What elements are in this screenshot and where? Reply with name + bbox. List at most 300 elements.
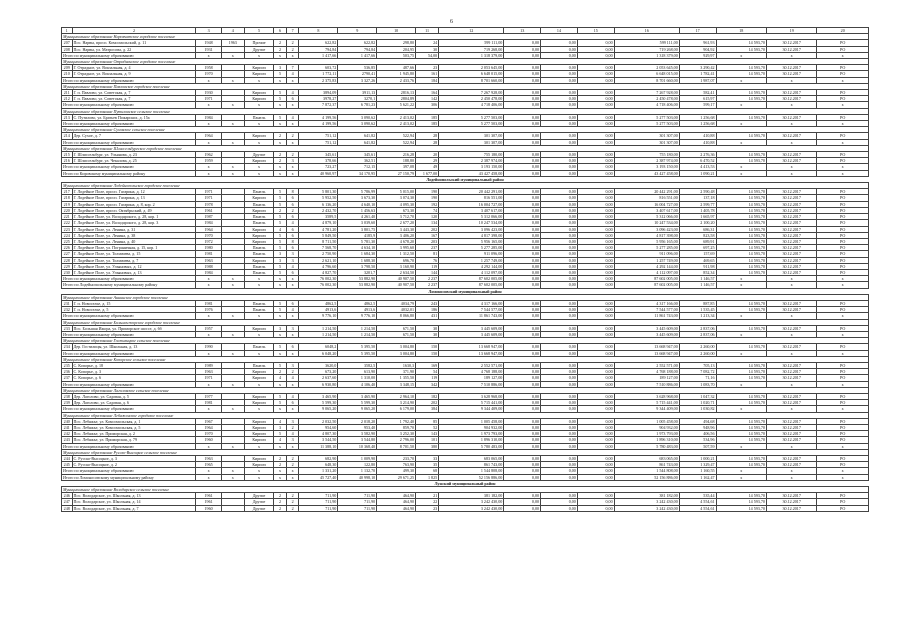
- table-cell: 246: [62, 493, 73, 499]
- total-label: Итого по муниципальному образованию: [62, 139, 196, 145]
- table-cell: 1963: [196, 369, 221, 375]
- table-cell: С. Копорье, д. 3: [72, 369, 196, 375]
- table-cell: 1 684,30: [338, 251, 377, 257]
- table-cell: 1 000,21: [679, 456, 716, 462]
- total-cell: 0,00: [577, 331, 614, 337]
- table-cell: 0,00: [577, 152, 614, 158]
- table-cell: 0,00: [577, 425, 614, 431]
- district-title: Лужский муниципальный район: [62, 480, 869, 486]
- total-cell: 1 544 808,00: [439, 468, 504, 474]
- total-cell: 301 307,00: [439, 139, 504, 145]
- table-cell: 14 593,70: [716, 65, 766, 71]
- table-cell: Г. Лодейное Поле, просп. Гагарина, д. 8, кор. 2: [72, 201, 196, 207]
- table-cell: 0,00: [504, 425, 541, 431]
- table-cell: 245: [62, 462, 73, 468]
- total-label: Итого по муниципальному образованию: [62, 52, 196, 58]
- table-cell: 219: [62, 201, 73, 207]
- table-cell: 122,80: [338, 462, 377, 468]
- total-cell: 1 162,47: [679, 474, 716, 480]
- table-cell: Панель: [244, 263, 273, 269]
- total-cell: 10 368,40: [338, 443, 377, 449]
- total-cell: x: [817, 313, 869, 319]
- table-cell: [221, 505, 244, 511]
- total-cell: 1 417,66: [338, 52, 377, 58]
- table-cell: Другие: [244, 505, 273, 511]
- table-cell: 0,00: [541, 393, 578, 399]
- total-cell: 11 861 743,00: [439, 313, 504, 319]
- table-cell: 711,90: [338, 505, 377, 511]
- table-cell: 1959: [196, 158, 221, 164]
- table-cell: 1970: [196, 71, 221, 77]
- table-cell: 222: [62, 220, 73, 226]
- table-cell: 1990: [196, 344, 221, 350]
- column-number: 7: [286, 28, 299, 34]
- table-cell: 816 551,00: [614, 195, 679, 201]
- table-cell: 30.12.2017: [766, 96, 816, 102]
- table-cell: 0,00: [577, 251, 614, 257]
- total-cell: x: [221, 313, 244, 319]
- total-cell: 3 445 609,00: [614, 331, 679, 337]
- total-cell: x: [221, 474, 244, 480]
- table-cell: Г. п. Новоселье, д. 15: [72, 300, 196, 306]
- total-cell: 1 318 379,00: [614, 52, 679, 58]
- table-cell: 3: [286, 325, 299, 331]
- table-cell: 0,00: [577, 344, 614, 350]
- table-cell: 755 180,00: [614, 152, 679, 158]
- table-cell: Г. Лодейное Поле, ул. Ульяновых, д. 12: [72, 263, 196, 269]
- table-cell: 3: [274, 257, 287, 263]
- table-cell: 2 053 645,00: [439, 65, 504, 71]
- table-cell: 2 552 571,00: [439, 362, 504, 368]
- table-cell: 0,00: [504, 207, 541, 213]
- table-cell: 16 004 727,00: [614, 201, 679, 207]
- table-cell: 1 945,80: [377, 71, 416, 77]
- table-cell: 0,00: [504, 400, 541, 406]
- table-cell: Г. Лодейное Поле, ул. Пограничная, д. 15, кор. 1: [72, 245, 196, 251]
- table-cell: 2 637,60: [299, 375, 338, 381]
- table-cell: 233: [62, 325, 73, 331]
- table-cell: 14 593,70: [716, 251, 766, 257]
- table-cell: 28: [416, 133, 439, 139]
- table-cell: 1981: [196, 400, 221, 406]
- total-cell: 5 277 503,00: [439, 121, 504, 127]
- table-cell: 3 628 968,00: [439, 393, 504, 399]
- table-cell: 522,94: [377, 133, 416, 139]
- total-cell: 68: [416, 468, 439, 474]
- table-cell: 4913,6: [299, 307, 338, 313]
- table-cell: 119: [416, 263, 439, 269]
- table-cell: 237: [416, 245, 439, 251]
- table-cell: 5: [274, 114, 287, 120]
- table-cell: 7 082,72: [679, 369, 716, 375]
- total-cell: 0,00: [577, 164, 614, 170]
- table-cell: 3: [274, 425, 287, 431]
- table-cell: Кирпич: [244, 96, 273, 102]
- total-cell: 1 677,00: [416, 170, 439, 176]
- total-cell: 40 907,50: [377, 276, 416, 282]
- table-cell: РО: [817, 46, 869, 52]
- table-cell: 1 896 310,00: [614, 437, 679, 443]
- table-cell: 30.12.2017: [766, 425, 816, 431]
- table-cell: 0,00: [577, 238, 614, 244]
- table-cell: РО: [817, 133, 869, 139]
- table-cell: 705,13: [679, 362, 716, 368]
- total-cell: 1 825: [416, 474, 439, 480]
- total-cell: x: [766, 52, 816, 58]
- table-cell: 189 127,00: [614, 375, 679, 381]
- table-cell: 0,00: [577, 96, 614, 102]
- table-cell: 3 242 430,00: [439, 505, 504, 511]
- table-cell: 2: [274, 505, 287, 511]
- total-cell: x: [716, 406, 766, 412]
- table-cell: 0,00: [541, 369, 578, 375]
- table-cell: РО: [817, 499, 869, 505]
- table-cell: 2: [274, 133, 287, 139]
- table-cell: 2 599,77: [679, 201, 716, 207]
- total-cell: 0,00: [541, 406, 578, 412]
- table-cell: 134: [416, 220, 439, 226]
- total-cell: x: [221, 52, 244, 58]
- table-cell: 1961: [196, 499, 221, 505]
- table-cell: 14 593,70: [716, 257, 766, 263]
- table-cell: 14 593,70: [716, 40, 766, 46]
- table-cell: 2: [274, 152, 287, 158]
- table-cell: 0,00: [504, 300, 541, 306]
- table-cell: 0,00: [541, 220, 578, 226]
- table-cell: 30.12.2017: [766, 189, 816, 195]
- table-cell: 2: [286, 46, 299, 52]
- total-cell: 9 344 409,00: [439, 406, 504, 412]
- table-cell: 0,00: [577, 400, 614, 406]
- total-cell: x: [221, 102, 244, 108]
- table-cell: 2 634,50: [377, 269, 416, 275]
- table-cell: 0,00: [577, 46, 614, 52]
- table-cell: 4 807,30: [299, 431, 338, 437]
- total-cell: 7 872,37: [299, 102, 338, 108]
- table-cell: 20 442 291,00: [614, 189, 679, 195]
- table-cell: 14 593,70: [716, 232, 766, 238]
- table-cell: 16 004 727,00: [439, 201, 504, 207]
- total-cell: x: [221, 170, 244, 176]
- column-number: 16: [614, 28, 679, 34]
- total-cell: x: [196, 381, 221, 387]
- table-cell: 3 801,75: [338, 226, 377, 232]
- table-cell: 239: [62, 400, 73, 406]
- table-cell: 0,00: [577, 418, 614, 424]
- table-cell: 14 593,70: [716, 226, 766, 232]
- table-cell: 0,00: [577, 114, 614, 120]
- table-cell: 14 593,70: [716, 269, 766, 275]
- table-cell: 3 096 423,00: [614, 226, 679, 232]
- total-cell: 0,00: [541, 350, 578, 356]
- table-cell: 0,00: [504, 393, 541, 399]
- table-cell: 5 715 441,00: [439, 400, 504, 406]
- table-cell: 0,00: [504, 226, 541, 232]
- table-cell: 3: [286, 257, 299, 263]
- total-cell: 0,00: [541, 52, 578, 58]
- table-cell: 4 317 166,00: [439, 300, 504, 306]
- total-cell: x: [766, 443, 816, 449]
- table-cell: 2: [274, 207, 287, 213]
- table-cell: 2804,89: [377, 96, 416, 102]
- total-cell: 6 179,00: [377, 406, 416, 412]
- table-cell: 248: [62, 505, 73, 511]
- table-cell: 202: [416, 400, 439, 406]
- total-cell: x: [716, 350, 766, 356]
- total-cell: 1 987,07: [679, 77, 716, 83]
- total-cell: 29 671,25: [377, 474, 416, 480]
- total-cell: 342: [416, 381, 439, 387]
- table-cell: 1964: [196, 226, 221, 232]
- table-cell: 232: [62, 307, 73, 313]
- total-cell: 0,00: [541, 276, 578, 282]
- table-cell: 2: [274, 40, 287, 46]
- total-cell: 40 960,97: [299, 170, 338, 176]
- table-cell: 7 544 577,00: [439, 307, 504, 313]
- total-cell: x: [817, 77, 869, 83]
- table-cell: 0,00: [541, 195, 578, 201]
- table-cell: 0,00: [541, 71, 578, 77]
- table-cell: 0,00: [504, 133, 541, 139]
- table-cell: 406,56: [679, 431, 716, 437]
- total-cell: 8 066,80: [377, 313, 416, 319]
- table-cell: 8 711,50: [299, 238, 338, 244]
- table-cell: Г. Лодейное Поле, просп. Октябрьский, д. 49: [72, 207, 196, 213]
- table-cell: 0,00: [541, 425, 578, 431]
- table-cell: 192: [416, 201, 439, 207]
- total-cell: 76 002,30: [299, 282, 338, 288]
- table-cell: 3978,27: [299, 96, 338, 102]
- table-cell: 464,90: [377, 505, 416, 511]
- total-cell: 54,00: [416, 52, 439, 58]
- table-cell: 1972: [196, 238, 221, 244]
- total-cell: 184: [416, 77, 439, 83]
- table-cell: 1 973 793,00: [614, 431, 679, 437]
- total-cell: 0,00: [504, 170, 541, 176]
- total-cell: x: [286, 350, 299, 356]
- table-cell: РО: [817, 400, 869, 406]
- table-cell: Г. Лодейное Поле, ул. Ленина, д. 40: [72, 238, 196, 244]
- table-cell: 3 445 609,00: [439, 325, 504, 331]
- table-cell: 4 678,20: [377, 238, 416, 244]
- total-cell: 0,00: [541, 121, 578, 127]
- table-cell: 1981: [196, 300, 221, 306]
- table-cell: 1964: [196, 425, 221, 431]
- table-cell: 1 257 749,00: [614, 257, 679, 263]
- table-cell: 4: [274, 226, 287, 232]
- total-cell: x: [766, 139, 816, 145]
- column-number: 19: [766, 28, 816, 34]
- total-cell: 0,00: [577, 139, 614, 145]
- total-cell: 1 090,21: [679, 170, 716, 176]
- table-cell: 345,61: [338, 152, 377, 158]
- table-cell: 683 065,00: [614, 456, 679, 462]
- table-cell: 1976: [196, 307, 221, 313]
- total-cell: 13 668 947,00: [439, 350, 504, 356]
- table-cell: 0,00: [504, 257, 541, 263]
- table-cell: 1 792,40: [377, 418, 416, 424]
- table-cell: 30.12.2017: [766, 90, 816, 96]
- table-cell: 0,00: [541, 232, 578, 238]
- table-cell: 218: [62, 195, 73, 201]
- table-cell: Г. Шлиссельбург, ул. Ульянова, д. 23: [72, 152, 196, 158]
- table-cell: 0,00: [577, 195, 614, 201]
- total-cell: 185: [416, 121, 439, 127]
- total-cell: x: [716, 313, 766, 319]
- table-cell: 622,82: [338, 40, 377, 46]
- table-cell: 719 268,00: [439, 46, 504, 52]
- section-title: Муниципальное образование Большеижорское городское поселение: [62, 319, 869, 325]
- table-cell: РО: [817, 195, 869, 201]
- total-cell: 7 510 886,00: [614, 381, 679, 387]
- table-cell: 169: [416, 362, 439, 368]
- total-cell: x: [286, 468, 299, 474]
- total-cell: x: [286, 282, 299, 288]
- table-cell: 599 111,00: [614, 40, 679, 46]
- table-cell: 1 214,50: [338, 325, 377, 331]
- table-cell: 711,90: [338, 493, 377, 499]
- total-cell: 0,00: [541, 443, 578, 449]
- table-cell: 167: [416, 232, 439, 238]
- total-cell: 87 602 005,00: [439, 282, 504, 288]
- table-cell: 5 956 165,00: [614, 238, 679, 244]
- table-cell: 6 136,20: [299, 201, 338, 207]
- total-cell: x: [817, 468, 869, 474]
- table-cell: 0,00: [504, 263, 541, 269]
- total-cell: 150: [416, 350, 439, 356]
- total-cell: x: [221, 331, 244, 337]
- table-cell: 4 817 398,00: [614, 232, 679, 238]
- total-cell: 5 621,22: [377, 102, 416, 108]
- table-cell: 1 973 793,00: [439, 431, 504, 437]
- total-cell: x: [196, 121, 221, 127]
- table-cell: 5: [274, 90, 287, 96]
- total-cell: x: [221, 164, 244, 170]
- table-cell: Кирпич: [244, 71, 273, 77]
- total-cell: 0,00: [504, 406, 541, 412]
- table-cell: 0,00: [504, 362, 541, 368]
- total-cell: x: [286, 170, 299, 176]
- table-cell: 2: [286, 493, 299, 499]
- table-cell: 30.12.2017: [766, 65, 816, 71]
- total-cell: x: [196, 443, 221, 449]
- table-cell: 30.12.2017: [766, 226, 816, 232]
- table-cell: 1964: [196, 133, 221, 139]
- total-cell: 3 193 150,00: [614, 164, 679, 170]
- table-cell: 686,31: [679, 226, 716, 232]
- table-cell: 14 593,70: [716, 375, 766, 381]
- table-cell: 6: [286, 344, 299, 350]
- table-cell: 5 849,50: [299, 232, 338, 238]
- total-label: Итого по муниципальному образованию: [62, 406, 196, 412]
- table-cell: Г. Лодейное Поле, просп. Гагарина, д. 13: [72, 195, 196, 201]
- table-cell: 1971: [196, 195, 221, 201]
- table-cell: 673,20: [299, 369, 338, 375]
- table-cell: 3 544,50: [299, 437, 338, 443]
- table-cell: 410,88: [679, 133, 716, 139]
- table-cell: Кирпич: [244, 325, 273, 331]
- table-cell: 4 768 188,00: [439, 369, 504, 375]
- total-cell: 1 331,20: [299, 468, 338, 474]
- total-cell: x: [766, 102, 816, 108]
- table-cell: Кирпич: [244, 369, 273, 375]
- table-cell: Г. п. Павлово, ул. Советская, д. 7: [72, 96, 196, 102]
- total-cell: x: [286, 102, 299, 108]
- table-cell: 3 090,62: [338, 114, 377, 120]
- total-cell: x: [817, 381, 869, 387]
- table-cell: РО: [817, 375, 869, 381]
- table-cell: 1970: [196, 431, 221, 437]
- table-cell: 954,60: [299, 425, 338, 431]
- total-cell: x: [244, 282, 273, 288]
- total-cell: x: [221, 468, 244, 474]
- total-cell: x: [221, 282, 244, 288]
- total-cell: x: [196, 139, 221, 145]
- total-cell: x: [244, 443, 273, 449]
- table-cell: 534,96: [679, 437, 716, 443]
- total-cell: 0,00: [541, 170, 578, 176]
- total-cell: 2 413,02: [377, 121, 416, 127]
- table-cell: 5: [274, 220, 287, 226]
- total-cell: 2 260,00: [679, 350, 716, 356]
- total-label: Итого по муниципальному образованию: [62, 164, 196, 170]
- table-cell: 4862,5: [299, 300, 338, 306]
- table-cell: 101: [416, 437, 439, 443]
- table-cell: 0,00: [504, 462, 541, 468]
- table-cell: 2 387 974,00: [614, 158, 679, 164]
- table-cell: 683 065,00: [439, 456, 504, 462]
- table-cell: 2: [286, 369, 299, 375]
- column-number: 6: [274, 28, 287, 34]
- total-cell: x: [286, 139, 299, 145]
- table-cell: 2: [274, 158, 287, 164]
- total-cell: 397,08: [377, 164, 416, 170]
- table-cell: 217: [62, 189, 73, 195]
- table-cell: 1630,3: [377, 362, 416, 368]
- table-cell: 6048,2: [299, 344, 338, 350]
- table-cell: 30.12.2017: [766, 418, 816, 424]
- table-cell: 14 593,70: [716, 425, 766, 431]
- table-cell: 0,00: [504, 251, 541, 257]
- table-cell: 3: [274, 65, 287, 71]
- table-cell: Г. Лодейное Поле, ул. Толмачева, д. 7: [72, 257, 196, 263]
- table-cell: 1984: [196, 269, 221, 275]
- table-cell: 0,00: [504, 375, 541, 381]
- table-cell: 301 307,00: [614, 133, 679, 139]
- table-cell: 0,00: [504, 245, 541, 251]
- table-cell: 0,00: [504, 189, 541, 195]
- table-cell: 6: [286, 400, 299, 406]
- table-cell: 14 593,70: [716, 505, 766, 511]
- table-cell: Кирпич: [244, 431, 273, 437]
- table-cell: 13 668 947,00: [439, 344, 504, 350]
- table-cell: 5: [274, 96, 287, 102]
- table-cell: 207: [62, 40, 73, 46]
- table-cell: 3201,7: [338, 269, 377, 275]
- table-cell: 1965: [196, 462, 221, 468]
- table-cell: 13 668 947,00: [614, 344, 679, 350]
- table-cell: 4 634,10: [338, 245, 377, 251]
- total-cell: 5 780 483,00: [439, 443, 504, 449]
- table-cell: 209: [62, 65, 73, 71]
- table-cell: 14 593,70: [716, 325, 766, 331]
- total-cell: x: [196, 102, 221, 108]
- table-cell: 0,00: [504, 269, 541, 275]
- total-cell: 1 256,68: [679, 121, 716, 127]
- table-cell: 1971: [196, 96, 221, 102]
- table-cell: 464,90: [377, 499, 416, 505]
- column-number: 18: [716, 28, 766, 34]
